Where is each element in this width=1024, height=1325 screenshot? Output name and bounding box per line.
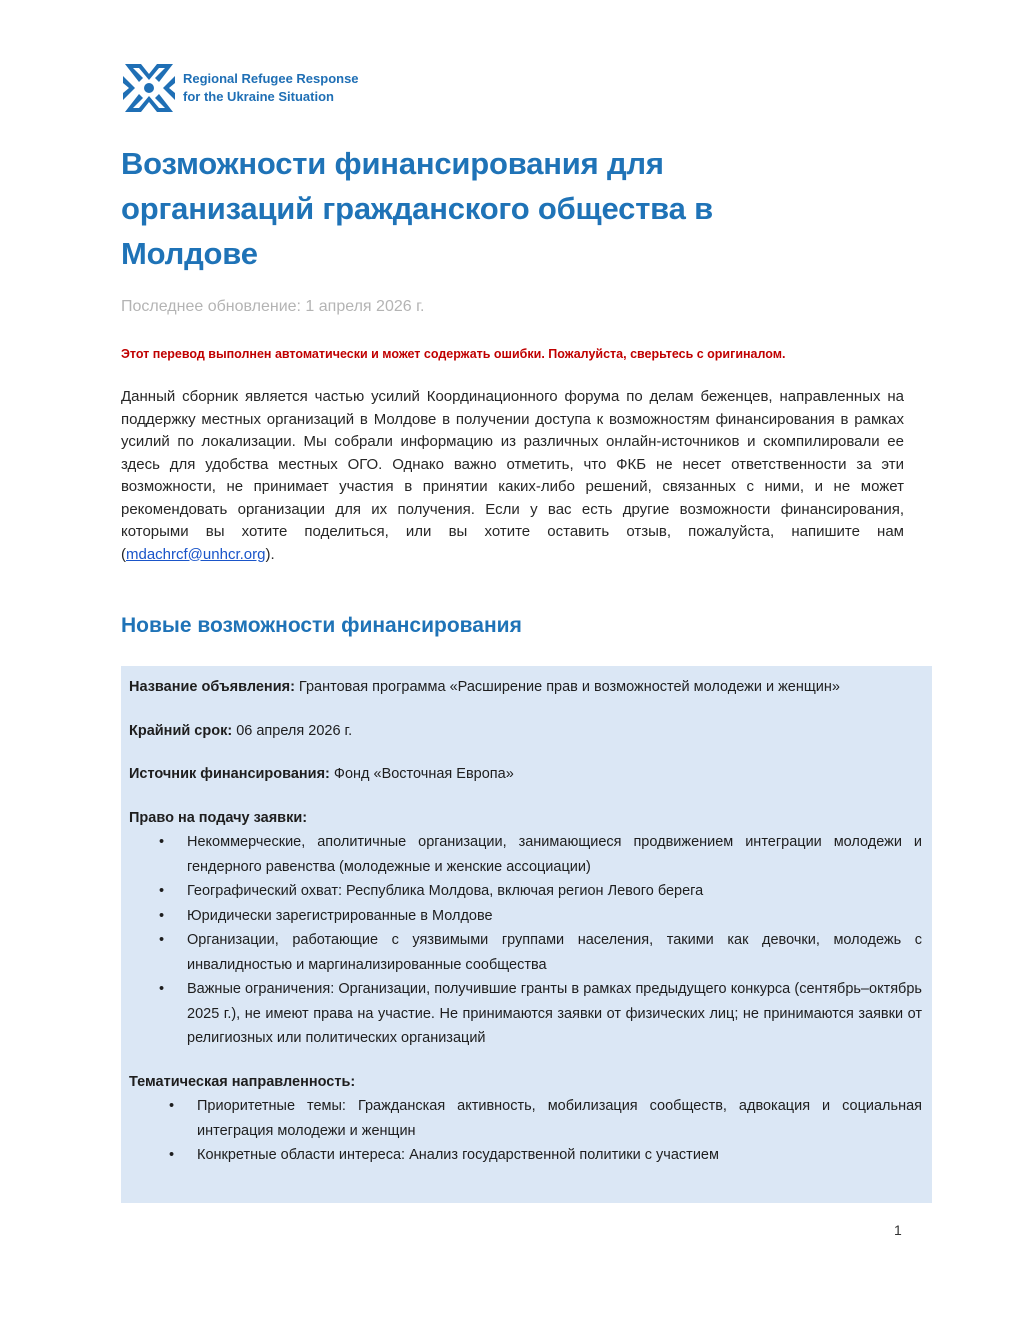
list-item bbox=[129, 928, 922, 977]
deadline-label: Крайний срок: bbox=[129, 722, 233, 739]
section-title: Новые возможности финансирования bbox=[121, 614, 522, 637]
rrp-logo-icon bbox=[121, 60, 177, 116]
list-item-text: Приоритетные темы: Гражданская активность, мобилизация сообществ, адвокация и социальная интеграция молодежи и женщин bbox=[197, 1098, 922, 1139]
opportunity-card bbox=[121, 666, 932, 1203]
bullet-icon: • bbox=[169, 1098, 175, 1114]
list-item-text: Конкретные области интереса: Анализ государственной политики с участием bbox=[197, 1147, 719, 1163]
bullet-icon: • bbox=[159, 883, 165, 899]
funding-source bbox=[129, 762, 922, 787]
eligibility-label: Право на подачу заявки: bbox=[129, 809, 308, 826]
deadline-value: 06 апреля 2026 г. bbox=[232, 722, 353, 739]
thematic-list bbox=[129, 1094, 922, 1168]
page-title: Возможности финансирования для организаций гражданского общества в Молдове bbox=[121, 146, 713, 271]
list-item bbox=[129, 879, 922, 904]
intro-text: Данный сборник является частью усилий Координационного форума по делам беженцев, направленных на поддержку местных организаций в Молдове в получении доступа к возможностям финансирования в рамках усилий по локализации. Мы собрали информацию из различных онлайн-источников и скомпилировали ее здесь для удобства местных ОГО. Однако важно отметить, что ФКБ не несет ответственности за эти возможности, не принимает участия в принятии каких-либо решений, связанных с ними, и не может рекомендовать организации для их получения. Если у вас есть другие возможности финансирования, которыми вы хотите поделиться, или вы хотите оставить отзыв, пожалуйста, напишите нам ( bbox=[121, 388, 904, 563]
eligibility-list bbox=[129, 830, 922, 1051]
list-item-text: Организации, работающие с уязвимыми группами населения, такими как девочки, молодежь с инвалидностью и маргинализированные сообщества bbox=[187, 932, 922, 973]
list-item bbox=[129, 1094, 922, 1143]
list-item-text: Некоммерческие, аполитичные организации, занимающиеся продвижением интеграции молодежи и гендерного равенства (молодежные и женские ассоциации) bbox=[187, 834, 922, 875]
logo-line-1: Regional Refugee Response bbox=[183, 71, 359, 86]
list-item bbox=[129, 830, 922, 879]
funding-source-value: Фонд «Восточная Европа» bbox=[329, 766, 514, 782]
intro-paragraph bbox=[121, 386, 904, 566]
announcement-name-label: Название объявления: bbox=[129, 679, 295, 695]
list-item-text: Важные ограничения: Организации, получившие гранты в рамках предыдущего конкурса (сентябрь–октябрь 2025 г.), не имеют права на участие. Не принимаются заявки от физических лиц; не принимаются заявки от религиозных или политических организаций bbox=[187, 981, 922, 1046]
thematic-label: Тематическая направленность: bbox=[129, 1073, 356, 1090]
list-item-text: Географический охват: Республика Молдова, включая регион Левого берега bbox=[187, 883, 704, 899]
list-item bbox=[129, 904, 922, 929]
thematic-heading bbox=[129, 1070, 922, 1095]
deadline bbox=[129, 719, 922, 744]
bullet-icon: • bbox=[159, 981, 165, 997]
bullet-icon: • bbox=[159, 932, 165, 948]
page-number: 1 bbox=[894, 1222, 902, 1238]
last-updated: Последнее обновление: 1 апреля 2026 г. bbox=[121, 298, 425, 315]
contact-email-link[interactable]: mdachrcf@unhcr.org bbox=[126, 545, 266, 563]
logo bbox=[121, 60, 359, 116]
bullet-icon: • bbox=[159, 834, 165, 850]
announcement-name-value: Грантовая программа «Расширение прав и возможностей молодежи и женщин» bbox=[294, 679, 840, 695]
intro-end: ). bbox=[265, 545, 275, 563]
list-item-text: Юридически зарегистрированные в Молдове bbox=[187, 907, 493, 924]
bullet-icon: • bbox=[169, 1147, 175, 1163]
translation-warning: Этот перевод выполнен автоматически и может содержать ошибки. Пожалуйста, сверьтесь с оригиналом. bbox=[121, 347, 786, 361]
logo-text bbox=[183, 70, 359, 106]
list-item bbox=[129, 1143, 922, 1168]
logo-line-2: for the Ukraine Situation bbox=[183, 89, 334, 104]
announcement-name bbox=[129, 675, 922, 700]
list-item bbox=[129, 977, 922, 1051]
bullet-icon: • bbox=[159, 907, 165, 924]
funding-source-label: Источник финансирования: bbox=[129, 766, 330, 782]
eligibility-heading bbox=[129, 806, 922, 831]
